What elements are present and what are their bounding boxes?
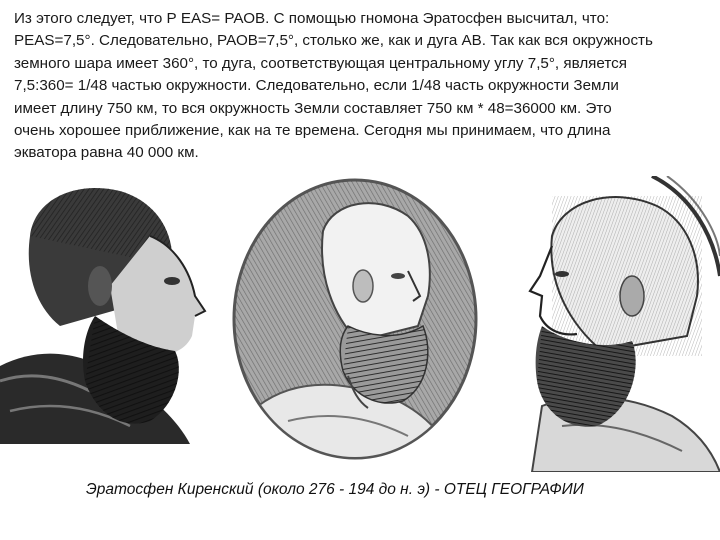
paragraph-line: имеет длину 750 км, то вся окружность Земли составляет 750 км * 48=36000 км. Это	[14, 99, 612, 117]
portrait-caption: Эратосфен Киренский (около 276 - 194 до н. э) - ОТЕЦ ГЕОГРАФИИ	[86, 481, 584, 498]
portrait-left	[0, 176, 228, 444]
paragraph-line: земного шара имеет 360°, то дуга, соответствующая центральному углу 7,5°, является	[14, 54, 627, 72]
portrait-center-medallion	[228, 176, 482, 462]
paragraph-line: очень хорошее приближение, как на те времена. Сегодня мы принимаем, что длина	[14, 122, 611, 140]
paragraph-line: экватора равна 40 000 км.	[14, 144, 199, 162]
paragraph-line: Из этого следует, что Р EAS= РАОВ. С помощью гномона Эратосфен высчитал, что:	[14, 10, 610, 27]
paragraph-line: 7,5:360= 1/48 частью окружности. Следовательно, если 1/48 часть окружности Земли	[14, 77, 619, 95]
paragraph-line: PEAS=7,5°. Следовательно, РАОВ=7,5°, столько же, как и дуга АВ. Так как вся окружность	[14, 32, 653, 50]
portrait-right	[492, 176, 720, 472]
body-paragraph	[14, 8, 714, 165]
